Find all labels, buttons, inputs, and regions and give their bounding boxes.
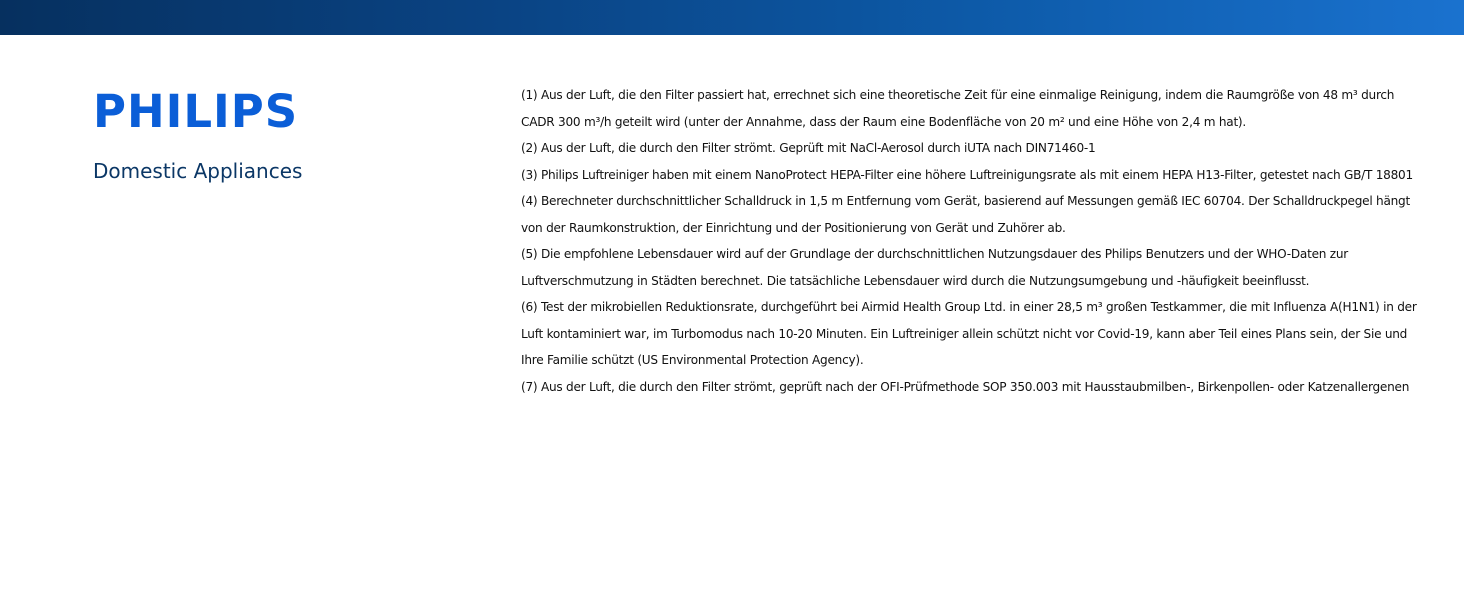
- brand-tagline: Domestic Appliances: [93, 159, 303, 183]
- header-bar: [0, 0, 1464, 35]
- footnote-7: (7) Aus der Luft, die durch den Filter strömt, geprüft nach der OFI-Prüfmethode SOP 350.003 mit Hausstaubmilben-, Birkenpollen- oder Katzenallergenen: [521, 379, 1410, 394]
- footnotes-list: [521, 82, 1421, 400]
- philips-logo: PHILIPS: [93, 85, 299, 138]
- footnote-5: (5) Die empfohlene Lebensdauer wird auf der Grundlage der durchschnittlichen Nutzungsdauer des Philips Benutzers und der WHO-Daten zur Luftverschmutzung in Städten berechnet. Die tatsächliche Lebensdauer wird durch die Nutzungsumgebung und -häufigkeit beeinflusst.: [521, 247, 1348, 288]
- footnote-3: (3) Philips Luftreiniger haben mit einem NanoProtect HEPA-Filter eine höhere Luftreinigungsrate als mit einem HEPA H13-Filter, getestet nach GB/T 18801: [521, 167, 1413, 182]
- footnote-1: (1) Aus der Luft, die den Filter passiert hat, errechnet sich eine theoretische Zeit für eine einmalige Reinigung, indem die Raumgröße von 48 m³ durch CADR 300 m³/h geteilt wird (unter der Annahme, dass der Raum eine Bodenfläche von 20 m² und eine Höhe von 2,4 m hat).: [521, 88, 1395, 129]
- footnote-2: (2) Aus der Luft, die durch den Filter strömt. Geprüft mit NaCl-Aerosol durch iUTA nach DIN71460-1: [521, 141, 1096, 155]
- brand-block: [93, 85, 423, 184]
- footnote-6: (6) Test der mikrobiellen Reduktionsrate, durchgeführt bei Airmid Health Group Ltd. in einer 28,5 m³ großen Testkammer, die mit Influenza A(H1N1) in der Luft kontaminiert war, im Turbomodus nach 10-20 Minuten. Ein Luftreiniger allein schützt nicht vor Covid-19, kann aber Teil eines Plans sein, der Sie und Ihre Familie schützt (US Environmental Protection Agency).: [521, 300, 1417, 367]
- footnote-4: (4) Berechneter durchschnittlicher Schalldruck in 1,5 m Entfernung vom Gerät, basierend auf Messungen gemäß IEC 60704. Der Schalldruckpegel hängt von der Raumkonstruktion, der Einrichtung und der Positionierung von Gerät und Zuhörer ab.: [521, 194, 1410, 235]
